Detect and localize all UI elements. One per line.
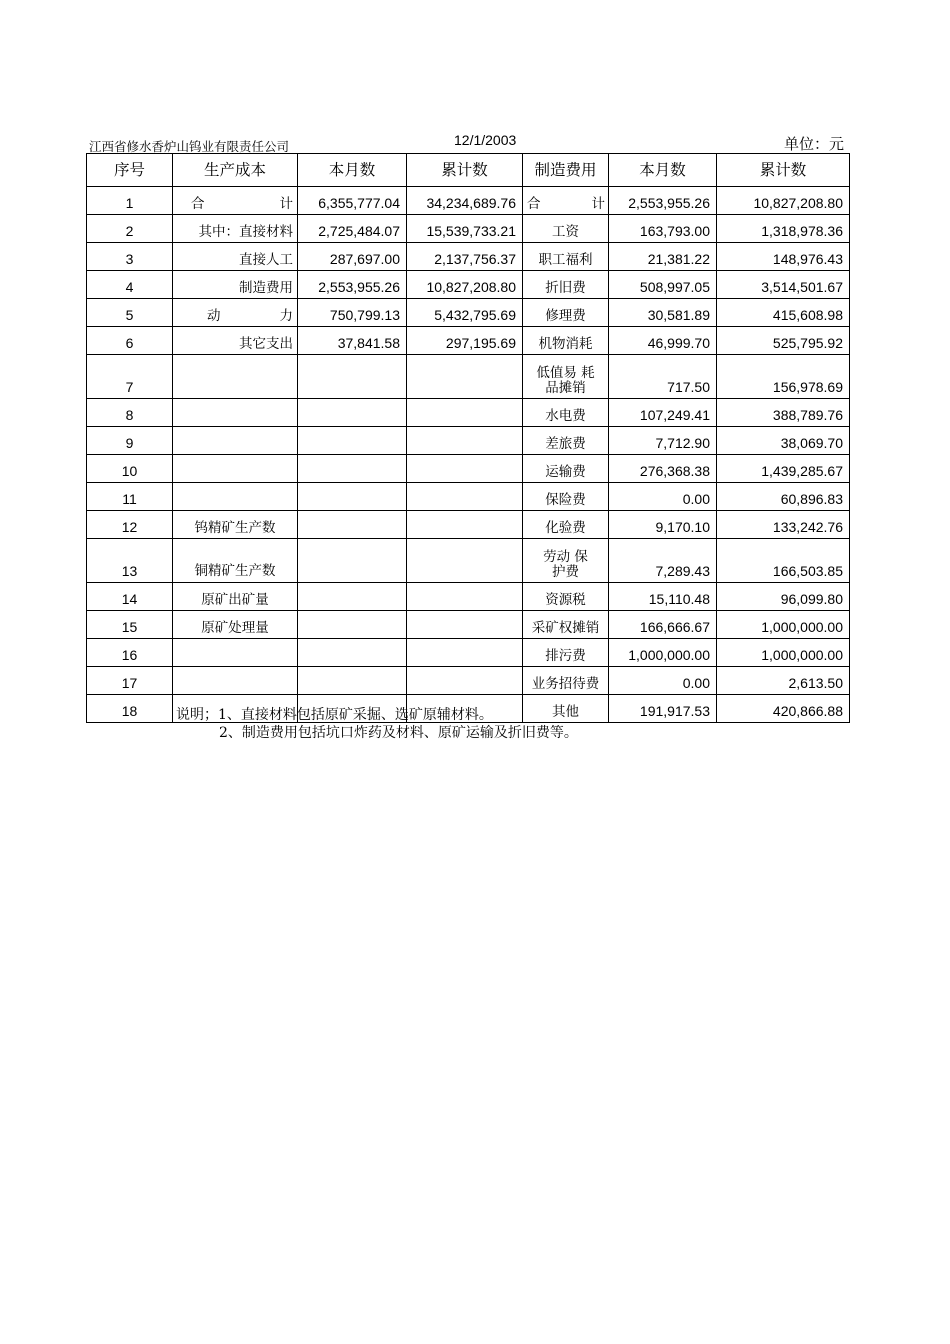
- cumulative-value-2: 156,978.69: [717, 355, 850, 399]
- production-cost-item: 铜精矿生产数: [173, 539, 298, 583]
- cumulative-value-2: 2,613.50: [717, 667, 850, 695]
- seq-cell: 3: [87, 243, 173, 271]
- seq-cell: 7: [87, 355, 173, 399]
- cumulative-value: 34,234,689.76: [407, 187, 523, 215]
- cumulative-value: [407, 583, 523, 611]
- col-header-manufacturing-cost: 制造费用: [523, 154, 609, 187]
- table-row: [87, 483, 850, 511]
- table-header-row: [87, 154, 850, 187]
- manufacturing-cost-item: 劳动 保护费: [523, 539, 609, 583]
- cumulative-value: 2,137,756.37: [407, 243, 523, 271]
- production-cost-item: 直接人工: [173, 243, 298, 271]
- month-value-2: 508,997.05: [609, 271, 717, 299]
- month-value-2: 1,000,000.00: [609, 639, 717, 667]
- manufacturing-cost-item: 采矿权摊销: [523, 611, 609, 639]
- col-header-cumulative: 累计数: [407, 154, 523, 187]
- table-row: [87, 355, 850, 399]
- seq-cell: 2: [87, 215, 173, 243]
- table-row: [87, 639, 850, 667]
- manufacturing-cost-item: 工资: [523, 215, 609, 243]
- table-row: [87, 243, 850, 271]
- month-value: 37,841.58: [298, 327, 407, 355]
- col-header-month-2: 本月数: [609, 154, 717, 187]
- table-row: [87, 215, 850, 243]
- cost-table: [86, 153, 850, 723]
- table-row: [87, 511, 850, 539]
- production-cost-item: [173, 483, 298, 511]
- production-cost-item: 原矿出矿量: [173, 583, 298, 611]
- seq-cell: 5: [87, 299, 173, 327]
- seq-cell: 12: [87, 511, 173, 539]
- month-value-2: 2,553,955.26: [609, 187, 717, 215]
- month-value-2: 21,381.22: [609, 243, 717, 271]
- production-cost-item: 其它支出: [173, 327, 298, 355]
- cumulative-value-2: 38,069.70: [717, 427, 850, 455]
- month-value: [298, 611, 407, 639]
- manufacturing-cost-item: 业务招待费: [523, 667, 609, 695]
- month-value: [298, 639, 407, 667]
- seq-cell: 11: [87, 483, 173, 511]
- manufacturing-cost-item: 其他: [523, 695, 609, 723]
- month-value-2: 15,110.48: [609, 583, 717, 611]
- note-line-1: 说明；1、直接材料包括原矿采掘、选矿原辅材料。: [176, 707, 493, 723]
- seq-cell: 15: [87, 611, 173, 639]
- cumulative-value-2: 60,896.83: [717, 483, 850, 511]
- cumulative-value-2: 133,242.76: [717, 511, 850, 539]
- manufacturing-cost-item: 资源税: [523, 583, 609, 611]
- month-value-2: 717.50: [609, 355, 717, 399]
- production-cost-item: 其中：直接材料: [173, 215, 298, 243]
- col-header-seq: 序号: [87, 154, 173, 187]
- month-value-2: 7,289.43: [609, 539, 717, 583]
- cumulative-value-2: 96,099.80: [717, 583, 850, 611]
- cumulative-value: [407, 539, 523, 583]
- seq-cell: 9: [87, 427, 173, 455]
- table-row: [87, 271, 850, 299]
- manufacturing-cost-item: 排污费: [523, 639, 609, 667]
- month-value: [298, 455, 407, 483]
- cumulative-value-2: 1,439,285.67: [717, 455, 850, 483]
- manufacturing-cost-item: 运输费: [523, 455, 609, 483]
- cumulative-value-2: 1,318,978.36: [717, 215, 850, 243]
- table-row: [87, 583, 850, 611]
- seq-cell: 6: [87, 327, 173, 355]
- cumulative-value-2: 166,503.85: [717, 539, 850, 583]
- month-value: 2,553,955.26: [298, 271, 407, 299]
- production-cost-item: 原矿处理量: [173, 611, 298, 639]
- cumulative-value-2: 148,976.43: [717, 243, 850, 271]
- seq-cell: 17: [87, 667, 173, 695]
- cumulative-value-2: 388,789.76: [717, 399, 850, 427]
- month-value: [298, 483, 407, 511]
- unit-label: 单位：元: [783, 135, 844, 153]
- note-line-2: 2、制造费用包括坑口炸药及材料、原矿运输及折旧费等。: [219, 725, 578, 741]
- manufacturing-cost-item: 保险费: [523, 483, 609, 511]
- cumulative-value: [407, 511, 523, 539]
- month-value: [298, 427, 407, 455]
- report-header: [86, 131, 848, 153]
- cumulative-value: [407, 355, 523, 399]
- month-value-2: 0.00: [609, 483, 717, 511]
- cumulative-value-2: 420,866.88: [717, 695, 850, 723]
- production-cost-item: [173, 667, 298, 695]
- month-value-2: 191,917.53: [609, 695, 717, 723]
- table-row: [87, 427, 850, 455]
- seq-cell: 14: [87, 583, 173, 611]
- month-value-2: 163,793.00: [609, 215, 717, 243]
- manufacturing-cost-item: 职工福利: [523, 243, 609, 271]
- cumulative-value: [407, 455, 523, 483]
- production-cost-item: [173, 355, 298, 399]
- cumulative-value: [407, 611, 523, 639]
- month-value: [298, 399, 407, 427]
- production-cost-item: [173, 399, 298, 427]
- cumulative-value-2: 415,608.98: [717, 299, 850, 327]
- production-cost-item: [173, 427, 298, 455]
- seq-cell: 10: [87, 455, 173, 483]
- manufacturing-cost-item: 差旅费: [523, 427, 609, 455]
- cumulative-value: 297,195.69: [407, 327, 523, 355]
- cumulative-value-2: 525,795.92: [717, 327, 850, 355]
- manufacturing-cost-item: 修理费: [523, 299, 609, 327]
- seq-cell: 16: [87, 639, 173, 667]
- manufacturing-cost-item: 化验费: [523, 511, 609, 539]
- month-value: [298, 511, 407, 539]
- cumulative-value: 5,432,795.69: [407, 299, 523, 327]
- production-cost-item: 制造费用: [173, 271, 298, 299]
- seq-cell: 1: [87, 187, 173, 215]
- month-value-2: 9,170.10: [609, 511, 717, 539]
- cumulative-value-2: 1,000,000.00: [717, 611, 850, 639]
- production-cost-item: 钨精矿生产数: [173, 511, 298, 539]
- production-cost-item: [173, 455, 298, 483]
- col-header-production-cost: 生产成本: [173, 154, 298, 187]
- manufacturing-cost-item: 机物消耗: [523, 327, 609, 355]
- cumulative-value-2: 10,827,208.80: [717, 187, 850, 215]
- month-value-2: 30,581.89: [609, 299, 717, 327]
- month-value: 2,725,484.07: [298, 215, 407, 243]
- table-row: [87, 667, 850, 695]
- month-value-2: 107,249.41: [609, 399, 717, 427]
- manufacturing-cost-item: 合计: [523, 187, 609, 215]
- notes: [176, 706, 578, 742]
- production-cost-item: [173, 639, 298, 667]
- month-value-2: 46,999.70: [609, 327, 717, 355]
- manufacturing-cost-item: 低值易 耗品摊销: [523, 355, 609, 399]
- month-value-2: 0.00: [609, 667, 717, 695]
- month-value: 287,697.00: [298, 243, 407, 271]
- month-value: [298, 667, 407, 695]
- cumulative-value: [407, 667, 523, 695]
- table-row: [87, 611, 850, 639]
- seq-cell: 13: [87, 539, 173, 583]
- month-value-2: 276,368.38: [609, 455, 717, 483]
- table-row: [87, 539, 850, 583]
- col-header-month: 本月数: [298, 154, 407, 187]
- cumulative-value: [407, 399, 523, 427]
- production-cost-item: 动力: [173, 299, 298, 327]
- seq-cell: 4: [87, 271, 173, 299]
- table-row: [87, 399, 850, 427]
- table-row: [87, 327, 850, 355]
- seq-cell: 18: [87, 695, 173, 723]
- col-header-cumulative-2: 累计数: [717, 154, 850, 187]
- production-cost-item: 合计: [173, 187, 298, 215]
- table-row: [87, 187, 850, 215]
- cumulative-value-2: 1,000,000.00: [717, 639, 850, 667]
- company-name: 江西省修水香炉山钨业有限责任公司: [89, 139, 290, 154]
- month-value-2: 166,666.67: [609, 611, 717, 639]
- month-value: 6,355,777.04: [298, 187, 407, 215]
- manufacturing-cost-item: 水电费: [523, 399, 609, 427]
- cumulative-value: 15,539,733.21: [407, 215, 523, 243]
- month-value: [298, 583, 407, 611]
- month-value: [298, 355, 407, 399]
- cumulative-value: 10,827,208.80: [407, 271, 523, 299]
- table-row: [87, 299, 850, 327]
- cumulative-value: [407, 483, 523, 511]
- table-row: [87, 455, 850, 483]
- seq-cell: 8: [87, 399, 173, 427]
- report-date: 12/1/2003: [454, 132, 517, 148]
- month-value: 750,799.13: [298, 299, 407, 327]
- month-value: [298, 539, 407, 583]
- cumulative-value: [407, 639, 523, 667]
- month-value-2: 7,712.90: [609, 427, 717, 455]
- cumulative-value: [407, 427, 523, 455]
- cumulative-value-2: 3,514,501.67: [717, 271, 850, 299]
- manufacturing-cost-item: 折旧费: [523, 271, 609, 299]
